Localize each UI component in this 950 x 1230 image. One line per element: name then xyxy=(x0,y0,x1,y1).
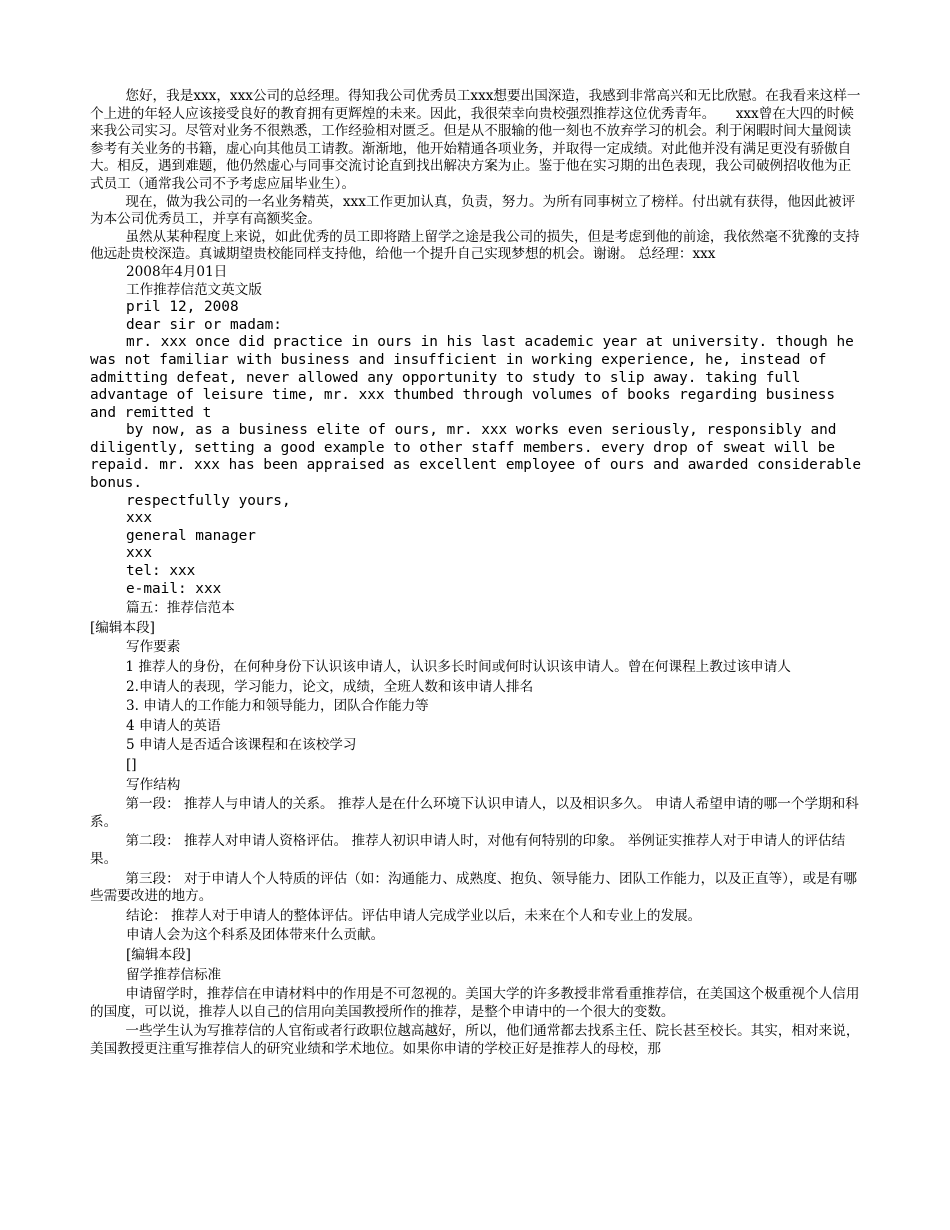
edit-section-link-2[interactable]: [编辑本段] xyxy=(126,946,191,963)
en-letter-signer-title: general manager xyxy=(126,527,256,544)
section-5-title: 篇五：推荐信范本 xyxy=(126,600,235,617)
writing-element-3: 3. 申请人的工作能力和领导能力，团队合作能力等 xyxy=(126,698,429,715)
en-letter-signer-name: xxx xyxy=(126,510,152,527)
cn-letter-paragraph-1: 您好，我是xxx，xxx公司的总经理。得知我公司优秀员工xxx想要出国深造，我感到非常高兴和无比欣慰。在我看来这样一个上进的年轻人应该接受良好的教育拥有更辉煌的未来。因此，我很荣幸向贵校强烈推荐这位优秀青年。 xxx曾在大四的时候来我公司实习。尽管对业务不很熟悉，工作经验相对匮乏。但是从不服输的他一刻也不放弃学习的机会。利于闲暇时间大量阅读参考有关业务的书籍，虚心向其他员工请教。渐渐地，他开始精通各项业务，并取得一定成绩。对此他并没有满足更没有骄傲自大。相反，遇到难题，他仍然虚心与同事交流讨论直到找出解决方案为止。鉴于他在实习期的出色表现，我公司破例招收他为正式员工（通常我公司不予考虑应届毕业生）。 xyxy=(90,88,861,192)
structure-conclusion: 结论： 推荐人对于申请人的整体评估。评估申请人完成学业以后，未来在个人和专业上的发展。 xyxy=(126,907,702,924)
empty-brackets: [] xyxy=(126,756,137,773)
writing-element-2: 2.申请人的表现，学习能力，论文，成绩，全班人数和该申请人排名 xyxy=(126,678,534,695)
edit-section-link-1[interactable]: [编辑本段] xyxy=(90,619,155,636)
en-letter-tel: tel: xxx xyxy=(126,563,196,580)
writing-element-1: 1 推荐人的身份，在何种身份下认识该申请人，认识多长时间或何时认识该申请人。曾在何课程上教过该申请人 xyxy=(125,659,791,675)
standard-paragraph-2: 一些学生认为写推荐信的人官衔或者行政职位越高越好，所以，他们通常都去找系主任、院长甚至校长。其实，相对来说，美国教授更注重写推荐信人的研究业绩和学术地位。如果你申请的学校正好是推荐人的母校，那 xyxy=(90,1023,860,1057)
writing-element-4: 4 申请人的英语 xyxy=(126,717,221,734)
writing-element-5: 5 申请人是否适合该课程和在该校学习 xyxy=(126,737,357,754)
structure-paragraph-3: 第三段： 对于申请人个人特质的评估（如：沟通能力、成熟度、抱负、领导能力、团队工作能力，以及正直等），或是有哪些需要改进的地方。 xyxy=(90,870,857,905)
document-body xyxy=(90,88,870,1058)
en-letter-paragraph-2: by now, as a business elite of ours, mr. xxx works even seriously, responsibly and diligently, setting a good example to other staff members. every drop of sweat will be repaid. mr. xxx has been appraised as excellent employee of ours and awarded considerable bonus. xyxy=(90,422,870,492)
en-letter-date: pril 12, 2008 xyxy=(126,299,239,316)
writing-structure-heading: 写作结构 xyxy=(126,776,181,793)
en-letter-closing: respectfully yours, xyxy=(126,492,291,509)
cn-letter-paragraph-2: 现在，做为我公司的一名业务精英，xxx工作更加认真，负责，努力。为所有同事树立了榜样。付出就有获得，他因此被评为本公司优秀员工，并享有高额奖金。 xyxy=(90,193,856,228)
en-letter-signer-name-2: xxx xyxy=(126,545,152,562)
cn-letter-paragraph-3: 虽然从某种程度上来说，如此优秀的员工即将踏上留学之途是我公司的损失，但是考虑到他的前途，我依然毫不犹豫的支持他远赴贵校深造。真诚期望贵校能同样支持他，给他一个提升自己实现梦想的机会。谢谢。 总经理：xxx xyxy=(90,228,860,263)
writing-elements-heading: 写作要素 xyxy=(126,639,181,656)
en-version-heading: 工作推荐信范文英文版 xyxy=(126,281,262,298)
structure-contribution: 申请人会为这个科系及团体带来什么贡献。 xyxy=(126,927,385,944)
structure-paragraph-2: 第二段： 推荐人对申请人资格评估。 推荐人初识申请人时，对他有何特别的印象。 举例证实推荐人对于申请人的评估结果。 xyxy=(90,833,846,867)
recommendation-standard-heading: 留学推荐信标准 xyxy=(126,966,222,983)
structure-paragraph-1: 第一段： 推荐人与申请人的关系。 推荐人是在什么环境下认识申请人，以及相识多久。 申请人希望申请的哪一个学期和科系。 xyxy=(90,796,859,830)
standard-paragraph-1: 申请留学时，推荐信在申请材料中的作用是不可忽视的。美国大学的许多教授非常看重推荐信，在美国这个极重视个人信用的国度，可以说，推荐人以自己的信用向美国教授所作的推荐，是整个申请中的一个很大的变数。 xyxy=(90,986,860,1020)
cn-letter-date: 2008年4月01日 xyxy=(126,263,228,280)
en-letter-paragraph-1: mr. xxx once did practice in ours in his last academic year at university. though he was not familiar with business and insufficient in working experience, he, instead of admitting defeat, never allowed any opportunity to study to slip away. taking full advantage of leisure time, mr. xxx thumbed through volumes of books regarding business and remitted t xyxy=(90,334,863,421)
en-letter-email: e-mail: xxx xyxy=(126,580,222,597)
en-letter-salutation: dear sir or madam: xyxy=(126,316,282,333)
